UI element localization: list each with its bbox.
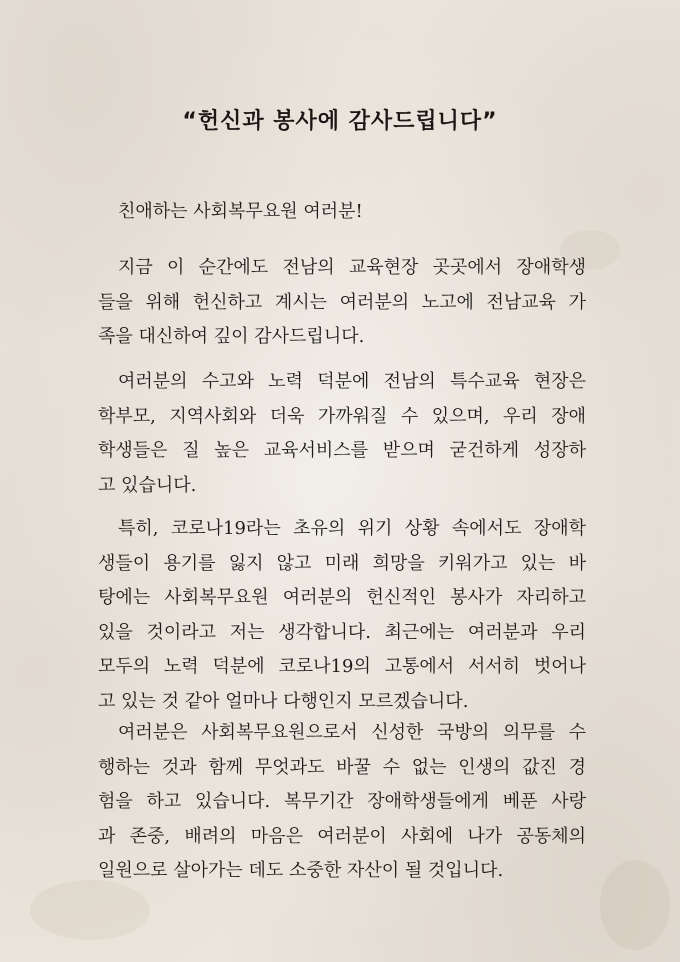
paragraph-line: 학부모, 지역사회와 더욱 가까워질 수 있으며, 우리 장애 <box>98 405 586 427</box>
paragraph-line: 족을 대신하여 깊이 감사드립니다. <box>98 326 365 347</box>
paper-stain <box>600 860 670 950</box>
paragraph-line: 여러분은 사회복무요원으로서 신성한 국방의 의무를 수 <box>118 722 586 743</box>
paragraph-line: 생들이 용기를 잃지 않고 미래 희망을 키워가고 있는 바 <box>98 552 586 574</box>
paragraph-line: 행하는 것과 함께 무엇과도 바꿀 수 없는 인생의 값진 경 <box>98 756 586 778</box>
paragraph-line: 들을 위해 헌신하고 계시는 여러분의 노고에 전남교육 가 <box>98 291 586 313</box>
paragraph-line: 고 있습니다. <box>98 474 197 496</box>
paragraph-line: 일원으로 살아가는 데도 소중한 자산이 될 것입니다. <box>98 860 504 881</box>
letter-title: “헌신과 봉사에 감사드립니다” <box>182 109 498 134</box>
paragraph-line: 과 존중, 배려의 마음은 여러분이 사회에 나가 공동체의 <box>98 825 586 847</box>
paragraph-line: 지금 이 순간에도 전남의 교육현장 곳곳에서 장애학생 <box>118 257 586 278</box>
paragraph-line: 고 있는 것 같아 얼마나 다행인지 모르겠습니다. <box>98 690 469 712</box>
paragraph-line: 특히, 코로나19라는 초유의 위기 상황 속에서도 장애학 <box>118 518 586 539</box>
paragraph-line: 여러분의 수고와 노력 덕분에 전남의 특수교육 현장은 <box>118 371 586 392</box>
paragraph-2 <box>98 365 586 503</box>
paragraph-line: 모두의 노력 덕분에 코로나19의 고통에서 서서히 벗어나 <box>98 656 586 677</box>
letter-greeting: 친애하는 사회복무요원 여러분! <box>118 201 363 222</box>
paragraph-4 <box>98 716 586 889</box>
paragraph-1 <box>98 251 586 355</box>
paragraph-line: 탕에는 사회복무요원 여러분의 헌신적인 봉사가 자리하고 <box>98 587 586 608</box>
paragraph-line: 학생들은 질 높은 교육서비스를 받으며 굳건하게 성장하 <box>98 440 586 461</box>
paragraph-line: 있을 것이라고 저는 생각합니다. 최근에는 여러분과 우리 <box>98 621 586 643</box>
paper-stain <box>30 880 150 940</box>
paragraph-line: 험을 하고 있습니다. 복무기간 장애학생들에게 베푼 사랑 <box>98 791 586 812</box>
paragraph-3 <box>98 512 586 719</box>
